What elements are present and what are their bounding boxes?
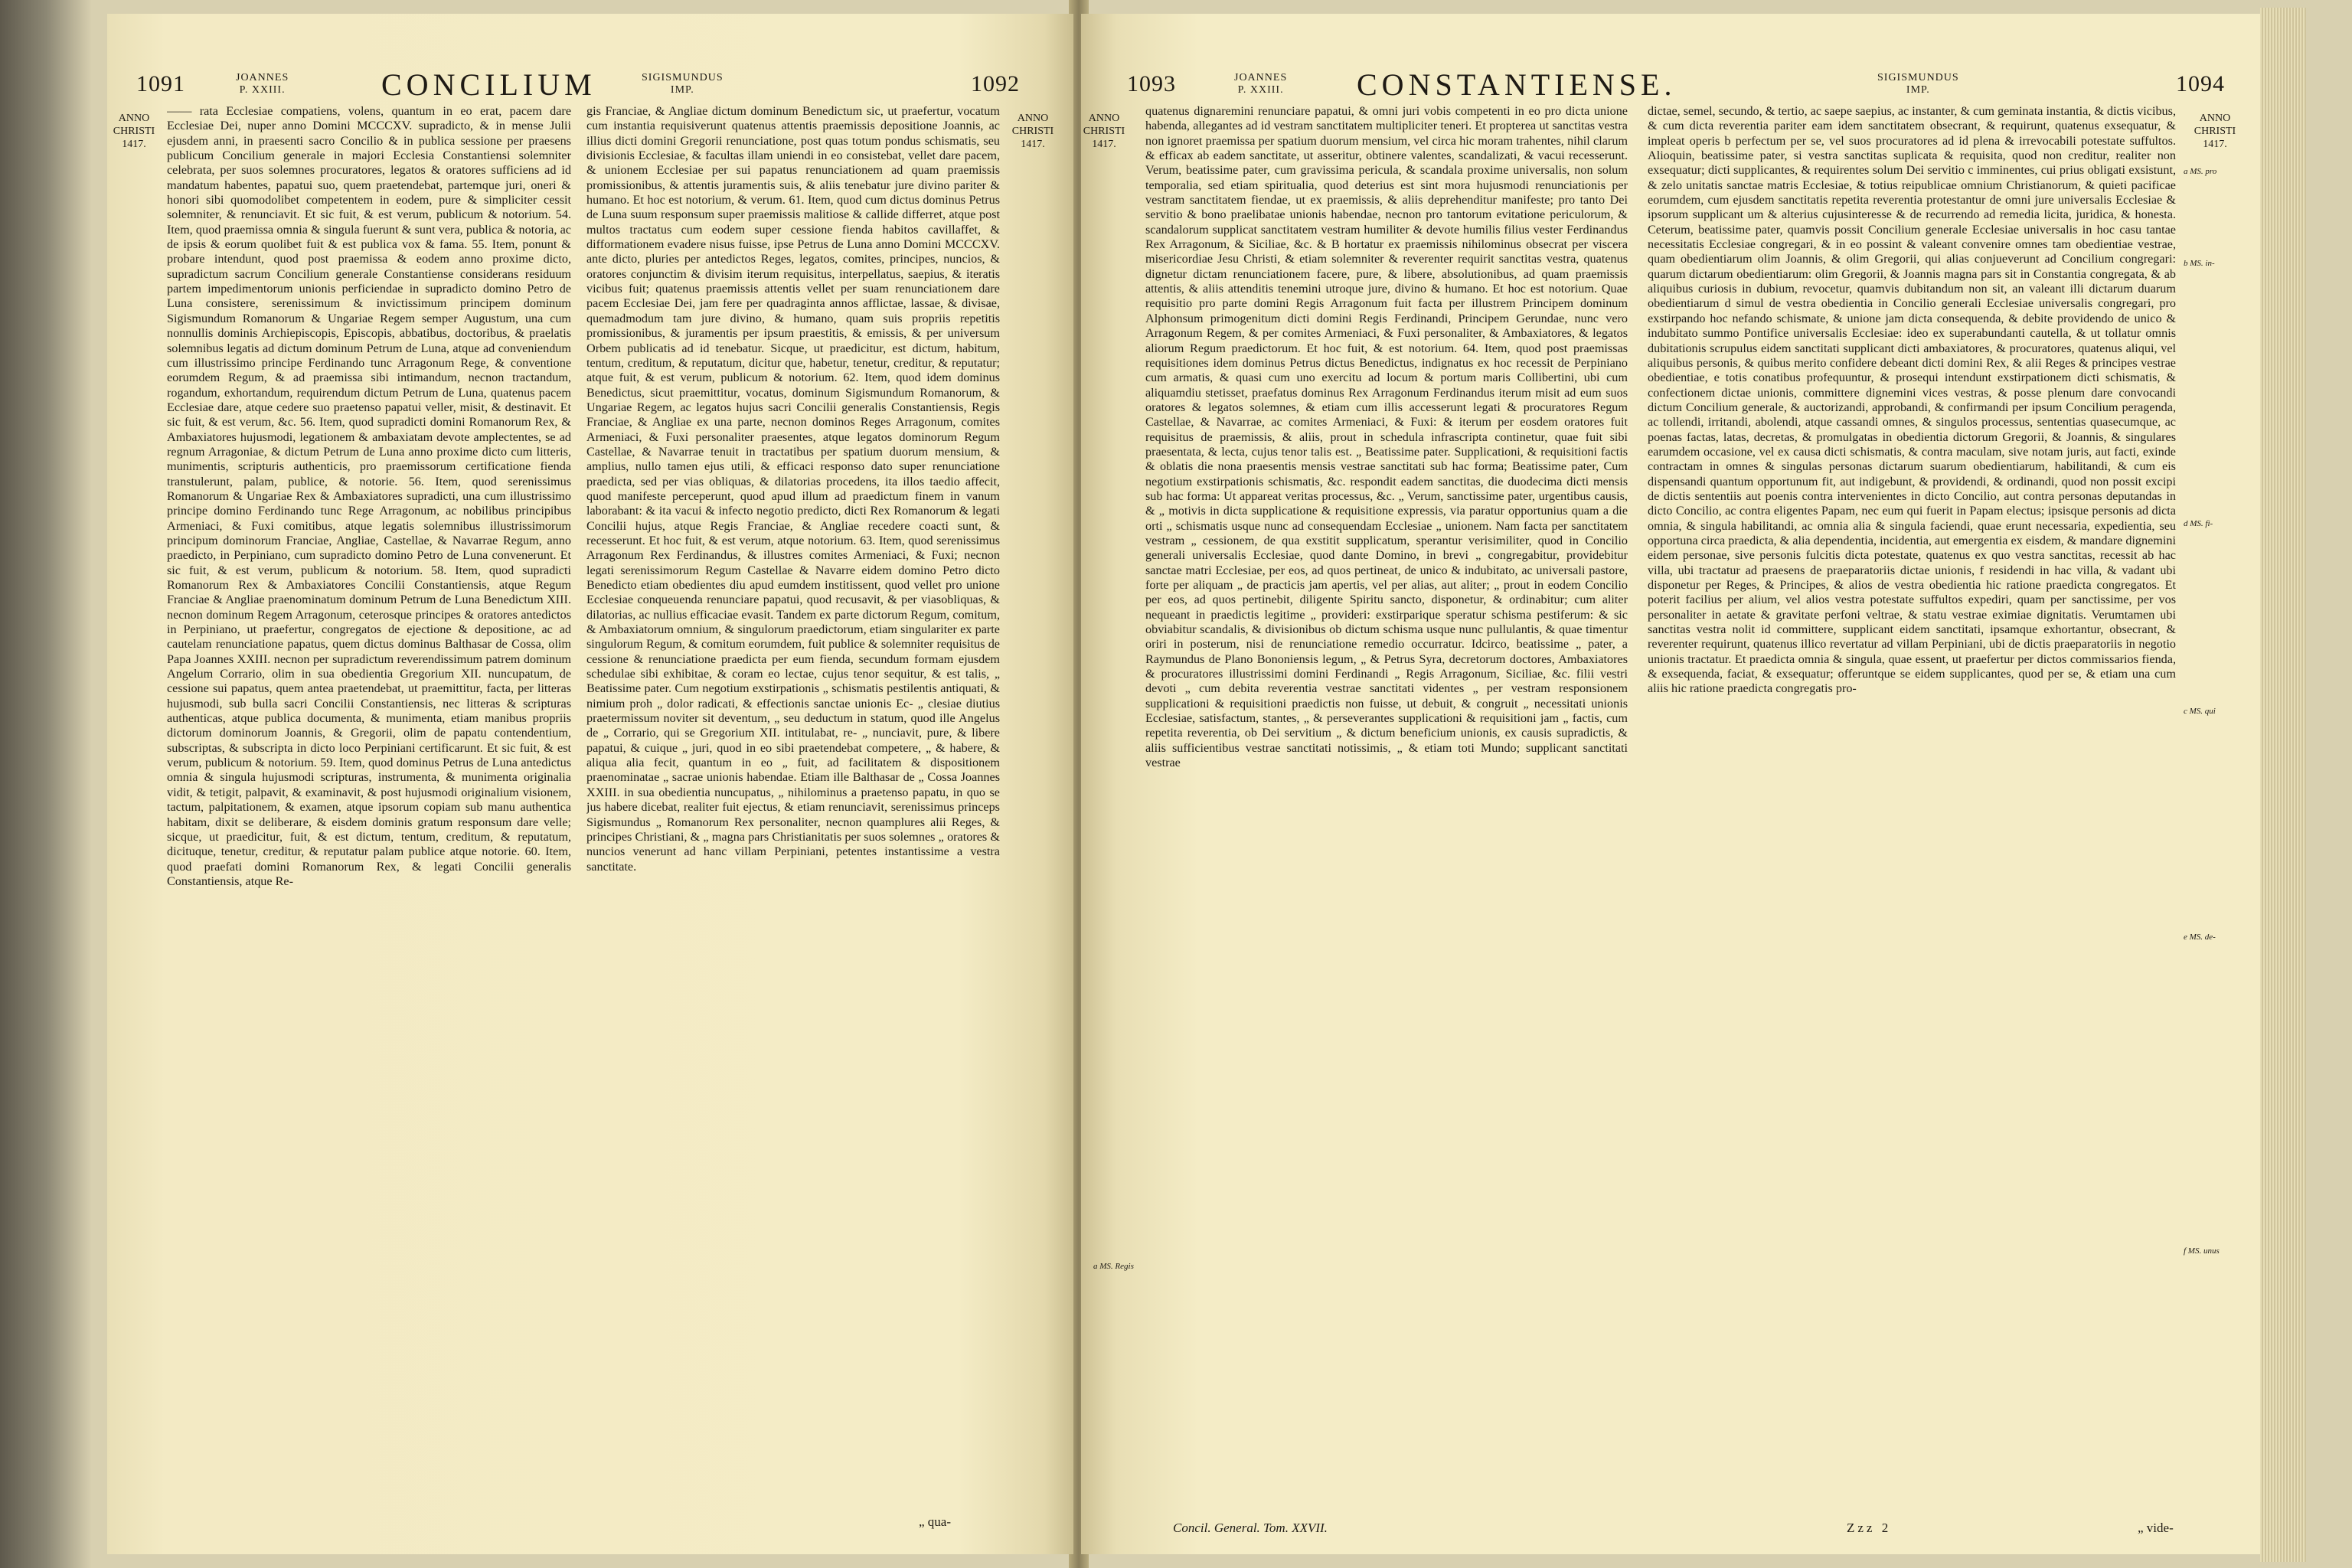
running-head-right [1127, 60, 2245, 109]
head-pope: JOANNES P. XXIII. [236, 72, 289, 96]
right-page [1081, 14, 2260, 1554]
page-edges [2260, 8, 2306, 1562]
head-pope: JOANNES P. XXIII. [1234, 72, 1288, 96]
text-column-1: quatenus dignaremini renunciare papatui, & omni juri vobis competenti in eo pro dicta unione habenda, allegantes ad id vestram sanctitatem multipliciter teneri. Et propterea ut sanctitas vestra non ignoret praemissa per spatium duorum mensium, vel circa hic moram trahentes, nihil clarum & efficax ab eadem sanctitate, ut asseritur, obtinere valentes, scandalizati, & vacui recesserunt. Verum, beatissime pater, cum gravissima pericula, & scandala proxime universalis, non solum temporalia, sed etiam spiritualia, quod deterius est sint mora hujusmodi renunciationis per vestram sanctitatem fiendae, ut ex praemissis, & aliis deprehenditur manifeste; pro tanto Dei servitio & bono praelibatae unionis habendae, necnon pro tantorum evitatione periculorum, & scandalorum supplicat sanctitatem vestram humiliter & devote humilis filius vester Ferdinandus Rex Arragonum, & Siciliae, &c. & B hortatur ex praemissis nihilominus obsecrat per viscera misericordiae Jesu Christi, & etiam solemniter & reverenter requirit sanctitas vestra, quatenus dignetur dictam renunciationem facere, pure, & libere, absolutionibus, ad quam praemissis attentis, & aliis attenditis tenemini utroque jure, divino & humano. Et hoc est notorium. Quae requisitio pro parte domini Regis Arragonum fuit facta per illustrem Principem dominum Alphonsum primogenitum dicti domini Regis Ferdinandi, Principem Gerundae, nunc vero Arragonum Regem, & per comites Armeniaci, & Fuxi personaliter, & Ambaxiatores, & legatos aliorum Regum praedictorum. Et hoc fuit, & est notorium. 64. Item, quod post praemissas requisitiones idem dominus Petrus dictus Benedictus, indignatus ex hoc recessit de Perpiniano cum armatis, & quasi cum uno exercitu ad locum & portum maris Collibertini, ubi cum aliquamdiu stetisset, praefatus dominus Rex Arragonum Ferdinandus iterum misit ad eum suos oratores & legatos solemnes, & etiam cum illis accesserunt legati & procuratores Regum Castellae, & Navarrae, ac comites Armeniaci, & Fuxi: & iterum per eosdem oratores fuit requisitus de praemissis, & aliis, prout in schedula infrascripta continetur, quae fuit sibi praesentata, & lecta, cujus tenor talis est. „ Beatissime pater. Supplicationi, & requisitioni factis & oblatis die nona praesentis mensis vestrae sanctitati sub hac forma; Beatissime pater, Cum negotium exstirpationis schismatis, &c. respondit eadem sanctitas, die duodecima dicti mensis sub hac forma: Ut appareat veritas processus, &c. „ Verum, sanctissime pater, urgentibus causis, & „ motivis in dicta supplicatione & requisitione expressis, via paratur opportunius quam a die orti „ schismatis usque nunc ad consequendam Ecclesiae „ unionem. Nam facta per sanctitatem vestram „ cessionem, de qua exstitit supplicatum, sperantur verisimiliter, quod in Concilio generali universalis Ecclesiae, quod dante Domino, in brevi „ congregabitur, providebitur sanctae matri Ecclesiae, per eos, ad quos pertineat, de unico & indubitato, ac universali pastore, forte per aliquam „ de practicis jam apertis, vel per alias, aut aliter; „ prout in eodem Concilio per eos, ad quos pertinebit, diligente Spiritu sancto, disponetur, & ordinabitur; cum aliter nequeant in praedictis legitime „ provideri: exstirparique speratur schisma pestiferum: & sic obviabitur scandalis, & divisionibus ob dictum schisma usque nunc pullulantis, & quae timentur oriri in posterum, nisi de renunciatione remedio occurratur. Idcirco, beatissime „ pater, a Raymundus de Plano Bononiensis legum, „ & Petrus Syra, decretorum doctores, Ambaxiatores & procuratores illustrissimi domini Ferdinandi „ Regis Arragonum, Siciliae, &c. filii vestri devoti „ cum debita reverentia vestrae sanctitati videntes „ per vestram responsionem supplicationi & requisitioni praedictis non fuisse, ut debuit, & congruit „ necessitati unionis Ecclesiae, satisfactum, stantes, „ & perseverantes supplicationi & requisitioni jam „ factis, cum repetita reverentia, ob Dei servitium „ & dictum beneficium unionis, ex causis supradictis, & aliis sufficientibus vestrae sanctitati notissimis, „ & etiam toti Mundo; supplicant sanctitati vestrae [1145, 104, 1628, 770]
year-margin-right: ANNO CHRISTI 1417. [2194, 113, 2236, 150]
year-margin-left: ANNO CHRISTI 1417. [113, 113, 155, 150]
text-column-1: —— rata Ecclesiae compatiens, volens, quantum in eo erat, pacem dare Ecclesiae Dei, nuper anno Domini MCCCXV. supradicto, & in mense Julii ejusdem anni, in praesenti sacro Concilio & in publica sessione per praesens publicum Concilium generale in majori Ecclesia Constantiensi solemniter celebrata, per suos solemnes procuratores, legatos & oratores sufficiens ad id mandatum habentes, papatui suo, quem praetendebat, partemque juri, oneri & honori sibi quomodolibet competentem in eodem, pure & simpliciter cessit solemniter, & renunciavit. Et sic fuit, & est verum, publicum & notorium. 54. Item, quod praemissa omnia & singula fuerunt & sunt vera, publica & notoria, ac de ipsis & eorum quolibet fuit & est publica vox & fama. 55. Item, ponunt & probare intendunt, quod post praemissa & eodem anno proxime dicto, supradictum sacrum Concilium generale Constantiense considerans residuum partem impedimentorum unionis perficiendae in supradicto domino Petro de Luna consistere, serenissimum & invictissimum principem dominum Sigismundum Romanorum & Ungariae Regem semper Augustum, una cum nonnullis dominis Archiepiscopis, Episcopis, abbatibus, doctoribus, & praelatis solemnibus legatis ad dictum dominum Petrum de Luna, atque ad conveniendum cum illustrissimo principe Ferdinando tunc Arragonum Rege, & conventione eorumdem Regum, & ad praemissa sibi intimandum, necnon tractandum, rogandum, exhortandum, requirendum dictum Petrum de Luna, quatenus pacem Ecclesiae dare, atque cedere suo praetenso papatui veller, misit, & destinavit. Et sic fuit, & est verum, &c. 56. Item, quod supradicti domini Romanorum Rex, & Ambaxiatores hujusmodi, legationem & ambaxiatam devote amplectentes, se ad regnum Arragoniae, & dictum Petrum de Luna anno proxime dicto cum litteris, munimentis, scripturis authenticis, pro praemissorum certificatione fienda transtulerunt, palam, publice, & notorie. 56. Item, quod serenissimus Romanorum & Ungariae Rex & Ambaxiatores supradicti, una cum illustrissimo principe domino Ferdinando tunc Rege Arragonum, ac nobilibus principibus Armeniaci, & Fuxi comitibus, atque legatis solemnibus illustrissimorum principum dominorum Franciae, Angliae, Castellae, & Navarrae Regum, anno praedicto, in Perpiniano, cum supradicto domino Petro de Luna convenerunt. Et sic fuit, & est verum, publicum & notorium. 58. Item, quod supradicti Romanorum Rex & Ambaxiatores Concilii Constantiensis, atque Regum Franciae & Angliae praenominatum dominum Petrum de Luna Benedictum XIII. necnon dominum Regem Arragonum, ceterosque principes & oratores antedictos in Perpiniano, ut praefertur, congregatos de ejectione & depositione, ac ad cautelam renunciatione papatus, quem dictus dominus Balthasar de Cossa, olim Papa Joannes XXIII. necnon per supradictum reverendissimum patrem dominum Angelum Corrario, olim in sua obedientia Gregorium XII. nuncupatum, de cessione sui papatus, quem antea praetendebat, ut praemittitur, facta, per litteras hujusmodi, sub bulla sacri Concilii Constantiensis, nec litteras & scripturas authenticas, atque publica documenta, & munimenta, etiam manibus propriis dictorum dominorum Joannis, & Gregorii, olim de papatu contendentium, subscriptas, & subscripta in dicto loco Perpiniani certificarunt. Et sic fuit, & est verum, publicum & notorium. 59. Item, quod dominus Petrus de Luna antedictus omnia & singula hujusmodi scripturas, instrumenta, & munimenta originalia vidit, & tetigit, palpavit, & examinavit, & post hujusmodi originalium visionem, tactum, palpitationem, & examen, atque ipsorum copiam sub manu authentica habitam, dixit se deliberare, & eisdem dominis gratum responsum dare velle; sicque, ut praedicitur, fuit, & est dictum, tentum, creditum, & reputatum, dicituque, tenetur, creditur, & reputatur palam publice atque notorie. 60. Item, quod praefati domini Romanorum Rex, & legati Concilii generalis Constantiensis, atque Re- [167, 104, 571, 888]
text-column-2: dictae, semel, secundo, & tertio, ac saepe saepius, ac instanter, & cum geminata instantia, & dictis vicibus, & cum dicta reverentia pariter eam idem sanctitatem obsecrant, & requirunt, quatenus exsequatur, & impleat operis b perfectum per se, vel suos procuratores ad id plena & irrevocabili potestate suffultos. Alioquin, beatissime pater, si vestra sanctitas suplicata & requisita, quod non creditur, realiter non exsequatur; dicti supplicantes, & requirentes solum Dei servitio c imminentes, cui prius obligati exsistunt, & zelo unitatis sanctae matris Ecclesiae, & totius reipublicae omnium Christianorum, & quieti pacificae eorumdem, cum ejusdem sanctitatis repetita reverentia protestantur de omni jure universalis Ecclesiae & ipsorum supplicant um & alterius cujusinteresse & de recurrendo ad remedia licita, juridica, & honesta. Ceterum, beatissime pater, quamvis possit Concilium generale Ecclesiae universalis in hoc casu tantae necessitatis Ecclesiae congregari, & in eo possint & valeant convenire omnes tam obedientiae vestrae, quam obedientiarum olim Joannis, & olim Gregorii, qui alias conjueverunt ad Concilium congregari: quarum dictarum obedientiarum: olim Gregorii, & Joannis magna pars sit in Constantia congregata, & ab aliquibus curiosis in dubium, revocetur, quamvis dubitandum non sit, an valeant illi dictarum duarum obedientiarum d simul de vestra obedientia in Concilio generali Ecclesiae universalis congregari, pro exstirpando hoc nefando schismate, & unione jam dicta consequenda, & debite providendo de unico & indubitato summo Pontifice universalis Ecclesiae: ideo ex superabundanti cautella, & ut tollatur omnis dubitationis scrupulus eidem sanctitati supplicant dicti ambaxiatores, & procuratores, quatenus aliqui, vel aliquibus personis, & quibus merito confidere debeant dicti domini Rex, & alii Reges & principes vestrae obedientiae, e totis conatibus profequuntur, & prosequi intendunt exstirpationem dicti schismatis, & confectionem dictae unionis, committere dignemini vices vestras, & posse plenum dare convocandi dictum Concilium generale, & auctorizandi, approbandi, & confirmandi per ipsum Concilium peragenda, ac tollendi, irritandi, abolendi, atque cassandi omnes, & singulos processus, sententias quasecumque, ac poenas factas, latas, decretas, & promulgatas in obedientia dictorum Gregorii, & Joannis, & singulares earumdem occasione, vel ex causa dicti schismatis, & contra maculam, sive notam juris, aut facti, exinde contractam in omnes & singulas personas dictarum suarum obedientiarum, habilitandi, & cum eis dispensandi quantum opportunum fit, aut indigebunt, & providendi, & ordinandi, quod non possit excipi de dictis sententiis aut poenis contra intervenientes in dicto Concilio, aut contra personas deputandas in dicto Concilio, ac contra eligentes Papam, nec eum qui fuerit in Papam electus; ipsisque personis ad dicta omnia, & singula habilitandi, ac omnia alia & singula faciendi, quae erunt necessaria, expedientia, seu opportuna circa praedicta, & alia dependentia, incidentia, aut emergentia ex eisdem, & mandare dignemini eidem personae, sive personis fulcitis dicta potestate, quatenus ex quo vestra sanctitas, recessit ab hac villa, ubi tractatur ad praesens de praeparatoriis dictae unionis, f residendi in hac villa, & vadant ubi disponetur per Reges, & Principes, & alios de vestra obedientia hic ratione praedicta congregatos. Et poterit facilius per alium, vel alios vestra potestate suffultos expediri, quam per sanctissime, per vos personaliter in aetate & gravitate perfoni veltrae, & statu vestrae eximiae dignitatis. Verumtamen ubi sanctitas vestra nolit id committere, supplicant eidem sanctitati, ipsamque exhortantur, obsecrant, & reverenter requirunt, quatenus illico revertatur ad villam Perpiniani, ubi de dictis praeparatoriis in negotio unionis tractatur. Et praedicta omnia & singula, quae essent, ut praefertur per dictos commissarios fienda, & exsequenda, faciat, & exsequatur; offeruntque se eidem supplicantes, quod per se, & etiam una cum aliis hic ratione praedicta congregatis pro- [1648, 104, 2176, 696]
side-note-b: b MS. in- [2184, 259, 2215, 268]
running-head-left [136, 60, 1055, 109]
page-number-1094: 1094 [2176, 71, 2225, 96]
page-number-1092: 1092 [971, 71, 1020, 96]
head-emperor: SIGISMUNDUS IMP. [642, 72, 724, 96]
side-note-d: d MS. fi- [2184, 519, 2213, 528]
year-margin-left: ANNO CHRISTI 1417. [1083, 113, 1125, 150]
side-note-f: f MS. unus [2184, 1246, 2220, 1256]
catchword: „ vide- [2138, 1521, 2174, 1535]
page-title-concilium: CONCILIUM [381, 67, 596, 102]
year-margin-right: ANNO CHRISTI 1417. [1011, 113, 1054, 150]
page-title-constantiense: CONSTANTIENSE. [1357, 67, 1677, 102]
signature-mark: Zzz 2 [1847, 1521, 1892, 1535]
footer-volume: Concil. General. Tom. XXVII. [1173, 1521, 1328, 1535]
side-note-a: a MS. pro [2184, 167, 2217, 176]
catchword: „ qua- [919, 1514, 952, 1529]
head-emperor: SIGISMUNDUS IMP. [1877, 72, 1959, 96]
left-page [107, 14, 1073, 1554]
text-column-2: gis Franciae, & Angliae dictum dominum Benedictum sic, ut praefertur, vocatum cum instantia requisiverunt quatenus attentis praemissis depositione Joannis, ac illius dicti domini Gregorii renunciatione, post quas totum pondus schismatis, seu divisionis Ecclesiae, & facultas illam uniendi in eo consistebat, vellet dare pacem, & unionem Ecclesiae per sui papatus renunciationem ad quam praemissis promissionibus, & attentis juramentis suis, & aliis tenebatur jure divino pariter & humano. Et hoc est notorium, & verum. 61. Item, quod cum dictus dominus Petrus de Luna suum responsum super praemissis malitiose & callide differret, atque post multos tractatus cum eodem super cessione fienda habitos cavillaffet, & difformationem evadere nisus fuisse, ipse Petrus de Luna anno Domini MCCCXV. ante dicto, pluries per antedictos Reges, legatos, comites, principes, nuncios, & oratores conjunctim & divisim iterum requisitus, interpellatus, saepius, & iteratis vicibus fuit; quatenus praemissis attentis vellet per suam renunciationem dare pacem Ecclesiae Dei, jam fere per quadraginta annos afflictae, lassae, & divisae, quemadmodum tam jure divino, & humano, quam suis propriis repetitis promissionibus, & juramentis per ipsum praestitis, & emissis, & per universum Orbem publicatis ad id tenebatur. Sicque, ut praedicitur, est dictum, habitum, tentum, creditum, & reputatum, dicitur que, habetur, tenetur, creditur, & reputatur; atque fuit, & est verum, publicum & notorium. 62. Item, quod idem dominus Benedictus, sicut praemittitur, vocatus, dominum Sigismundum Romanorum, & Ungariae Regem, ac legatos hujus sacri Concilii generalis Constantiensis, Regis Franciae, & Angliae ex una parte, necnon dominos Reges Arragonum, comites Armeniaci, & Fuxi personaliter praesentes, atque legatos dominorum Regum Castellae, & Navarrae tenuit in tractatibus per spatium duorum mensium, & amplius, nullo tamen ejus utili, & efficaci responso dato super renunciatione praedicta, sed per vias obliquas, & dilatorias procedens, ita illos taedio affecit, quod manifeste perceperunt, quod apud illum ad praedictum finem in vanum laborabant: & ita vacui & infecto negotio predicto, dicti Rex Romanorum & legati Concilii hujus, atque Regis Franciae, & Angliae recedere coacti sunt, & recesserunt. Et hoc fuit, & est verum, atque notorium. 63. Item, quod serenissimus Arragonum Rex Ferdinandus, & illustres comites Armeniaci, & Fuxi; necnon legati serenissimorum Regum Castellae & Navarre eidem domino Petro dicto Benedicto etiam obedientes diu apud eumdem institissent, quod vellet pro unione Ecclesiae conqueuenda renunciare papatui, quod recusavit, & per viasobliquas, & dilatorias, ac nullius efficaciae evasit. Tandem ex parte dictorum Regum, comitum, & Ambaxiatorum omnium, & singulorum praedictorum, etiam singulariter ex parte singulorum Regum, & comitum eorumdem, fuit publice & solemniter requisitus de cessione & renunciatione praedicta per eum fienda, secundum formam ejusdem schedulae sibi exhibitae, & coram eo lectae, cujus tenor sequitur, & est talis, „ Beatissime pater. Cum negotium exstirpationis „ schismatis pestilentis antiquati, & nimium proh „ dolor radicati, & effectionis sanctae unionis Ec- „ clesiae diutius praetermissum noviter sit deventum, „ seu deductum in statum, quod ille Angelus de „ Corrario, qui se Gregorium XII. intitulabat, re- „ nunciavit, pure, & libere papatui, & cuique „ juri, quod in eo sibi praetendebat competere, „ & habere, & aliqua alia fecit, quantum in eo „ fuit, ad facilitatem & dispositionem praenominatae „ sacrae unionis habendae. Etiam ille Balthasar de „ Cossa Joannes XXIII. in sua obedientia nuncupatus, „ nihilominus a praetenso papatu, in quo se jus habere dicebat, realiter fuit ejectus, & etiam renunciavit, serenissimus princeps Sigismundus „ Romanorum Rex personaliter, necnon quamplures alii Reges, & principes Christiani, & „ magna pars Christianitatis per suos solemnes „ oratores & nuncios venerunt ad hanc villam Perpiniani, petentes instantissime a vestra sanctitate. [586, 104, 1000, 874]
page-number-1091: 1091 [136, 71, 185, 96]
side-note-regis: a MS. Regis [1093, 1262, 1134, 1271]
side-note-e: e MS. de- [2184, 933, 2216, 942]
side-note-c: c MS. qui [2184, 707, 2216, 716]
page-number-1093: 1093 [1127, 71, 1176, 96]
